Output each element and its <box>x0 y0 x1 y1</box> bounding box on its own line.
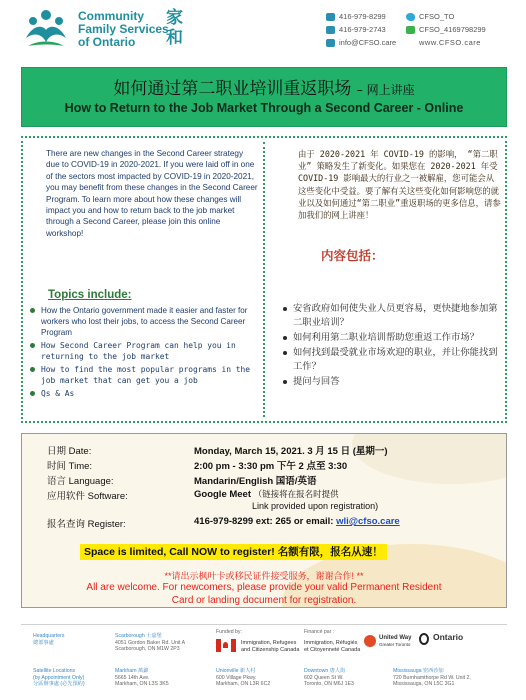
ircc-fr-line2: et Citoyenneté Canada <box>304 646 361 653</box>
title-english: How to Return to the Job Market Through a Second Career - Online <box>64 101 464 115</box>
ircc-en <box>241 640 299 653</box>
united-way-sub: Greater Toronto <box>379 641 411 647</box>
topics-list-chinese <box>281 302 505 390</box>
ircc-en-line2: and Citizenship Canada <box>241 646 300 653</box>
unionville-name: Unionville 新人村 <box>216 668 256 674</box>
header <box>0 0 526 60</box>
satellite-block <box>33 668 85 688</box>
funded-by-block <box>216 629 242 636</box>
markham-address-2: Markham, ON L3S 3K5 <box>115 681 169 687</box>
mississauga-address-2: Mississauga, ON L5C 3G1 <box>393 681 455 687</box>
phone-number-1[interactable]: 416-979-8299 <box>339 12 386 21</box>
phone-icon <box>326 13 335 21</box>
united-way-name: United Way <box>379 635 412 641</box>
unionville-address-1: 600 Village Pkwy. <box>216 674 257 681</box>
hq-label: Headquarters <box>33 633 65 639</box>
scarborough-name: Scarborough 士嘉堡 <box>115 633 162 639</box>
intro-english: There are new changes in the Second Career strategy due to COVID-19 in 2020-2021. If you were laid off in one of the sectors most impacted by COVID-19 in 2020-2021, you may benefit from these changes in the Second Career Program. To learn more about how these changes will impact you and how to return back to the job market through a Second Career, please join this online workshop! <box>46 149 258 238</box>
canada-flag-icon <box>216 639 236 652</box>
mississauga-name: Mississauga 密西沙加 <box>393 668 444 674</box>
downtown-name: Downtown 唐人街 <box>304 668 346 674</box>
wechat-icon <box>406 26 415 34</box>
scarborough-address-2: Scarborough, ON M1W 2P3 <box>115 646 180 652</box>
software-name: Google Meet <box>194 489 252 500</box>
org-name-cn-2: 和 <box>166 28 183 48</box>
topic-item: How to find the most popular programs in the job market that can get you a job <box>27 364 259 386</box>
united-way-icon <box>364 635 376 647</box>
unionville-office <box>216 668 270 688</box>
email-link[interactable]: info@CFSO.care <box>339 38 397 47</box>
markham-name: Markham 萬錦 <box>115 668 149 674</box>
org-name-line2: Family Services <box>78 22 169 36</box>
event-details <box>21 433 507 608</box>
notice-english-line2: Card or landing document for registration. <box>171 594 357 606</box>
markham-address-1: 5665 14th Ave. <box>115 674 150 681</box>
mississauga-office <box>393 668 471 688</box>
software-label: 应用软件 Software: <box>47 491 128 502</box>
topics-list <box>27 305 259 401</box>
title-cn-main: 如何通过第二职业培训重返职场 <box>113 79 352 99</box>
topic-item-chinese: 如何利用第二职业培训帮助您重返工作市场？ <box>281 331 505 345</box>
downtown-address-2: Toronto, ON M6J 1E3 <box>304 681 354 687</box>
financed-by-label: Financé par : <box>304 629 335 635</box>
mississauga-address-1: 720 Burnhamthorpe Rd W. Unit 2, <box>393 674 471 681</box>
software-note-english: Link provided upon registration) <box>252 501 379 511</box>
register-email-link[interactable]: wli@cfso.care <box>336 516 400 527</box>
email-icon <box>326 39 335 47</box>
ircc-fr-line1: Immigration, Réfugiés <box>304 640 358 646</box>
twitter-handle[interactable]: CFSO_TO <box>419 12 455 21</box>
satellite-label-cn: 分區辦事處 (必先預約) <box>33 681 85 687</box>
content-box <box>21 136 507 423</box>
topic-item-chinese: 提问与回答 <box>281 375 505 389</box>
family-logo-icon <box>22 8 70 52</box>
decorative-swirl <box>352 433 507 484</box>
intro-chinese: 由于 2020-2021 年 COVID-19 的影响， “第二职业” 策略发生了新变化。如果您在 2020-2021 年受 COVID-19 影响最大的行业之一被解雇，您可能会从这些变化中受益。要了解有关这些变化如何影响您的就业以及如何通过“第二职业”重返职场的更多信息，请参加我们的网上讲座！ <box>298 149 501 221</box>
ontario-logo: Ontario <box>433 632 464 642</box>
united-way-logo <box>379 635 411 648</box>
org-name-line3: of Ontario <box>78 35 136 49</box>
hq-label-cn: 總部事處 <box>33 639 54 646</box>
scarborough-office <box>115 633 185 653</box>
register-label: 报名查询 Register: <box>47 519 126 530</box>
headquarters-block <box>33 633 64 646</box>
topic-item-chinese: 安省政府如何使失业人员更容易，更快捷地参加第二职业培训？ <box>281 302 505 330</box>
topic-item-chinese: 如何找到最受就业市场欢迎的职业，并让你能找到工作？ <box>281 346 505 374</box>
topics-title: Topics include: <box>48 289 132 301</box>
org-name-cn-1: 家 <box>166 8 183 28</box>
org-name <box>78 10 169 49</box>
org-name-chinese <box>166 8 186 48</box>
time-value: 2:00 pm - 3:30 pm 下午 2 点至 3:30 <box>194 461 348 472</box>
limited-space-banner: Space is limited, Call NOW to register! 名额有限，报名从速！ <box>80 544 387 560</box>
date-label: 日期 Date: <box>47 446 92 457</box>
title-cn-sub: – 网上讲座 <box>356 83 415 97</box>
ircc-fr <box>304 640 360 653</box>
register-phone: 416-979-8299 ext: 265 or email: <box>194 516 337 527</box>
markham-office <box>115 668 169 688</box>
notice-chinese: **请出示枫叶卡或移民证件接受服务，谢谢合作! ** <box>164 571 364 581</box>
org-name-line1: Community <box>78 9 144 23</box>
wechat-id[interactable]: CFSO_4169798299 <box>419 25 486 34</box>
software-note: （链接将在报名时提供 <box>253 489 339 499</box>
topic-item: How the Ontario government made it easier and faster for workers who lost their jobs, to access the Second Career Program <box>27 305 259 338</box>
downtown-office <box>304 668 354 688</box>
time-label: 时间 Time: <box>47 461 93 472</box>
website-link[interactable]: www.CFSO.care <box>419 38 481 47</box>
language-label: 语言 Language: <box>47 476 114 487</box>
footer <box>21 624 507 700</box>
register-value <box>194 516 400 527</box>
notice-english-line1: All are welcome. For newcomers, please provide your valid Permanent Resident <box>86 582 442 593</box>
satellite-label: Satellite Locations <box>33 668 76 674</box>
phone-number-2[interactable]: 416-979-2743 <box>339 25 386 34</box>
unionville-address-2: Markham, ON L3R 6C2 <box>216 681 271 687</box>
ontario-trillium-icon <box>419 633 429 645</box>
financed-by-block <box>304 629 334 636</box>
title-banner <box>21 67 507 127</box>
funded-by-label: Funded by: <box>216 629 242 635</box>
satellite-note: (by Appointment Only) <box>33 674 85 681</box>
ircc-en-line1: Immigration, Refugees <box>241 640 297 646</box>
topic-item: How Second Career Program can help you in returning to the job market <box>27 340 259 362</box>
date-value: Monday, March 15, 2021. 3 月 15 日 (星期一) <box>194 446 388 457</box>
twitter-icon <box>406 13 415 21</box>
topic-item: Qs & As <box>27 388 259 399</box>
notice-english <box>22 582 506 607</box>
column-divider <box>263 142 265 417</box>
downtown-address-1: 602 Queen St W. <box>304 674 344 681</box>
title-chinese <box>22 74 506 99</box>
topics-title-chinese: 内容包括： <box>321 248 384 263</box>
fax-icon <box>326 26 335 34</box>
scarborough-address-1: 4051 Gordon Baker Rd. Unit A <box>115 639 186 646</box>
language-value: Mandarin/English 国语/英语 <box>194 476 317 487</box>
software-value <box>194 488 339 500</box>
